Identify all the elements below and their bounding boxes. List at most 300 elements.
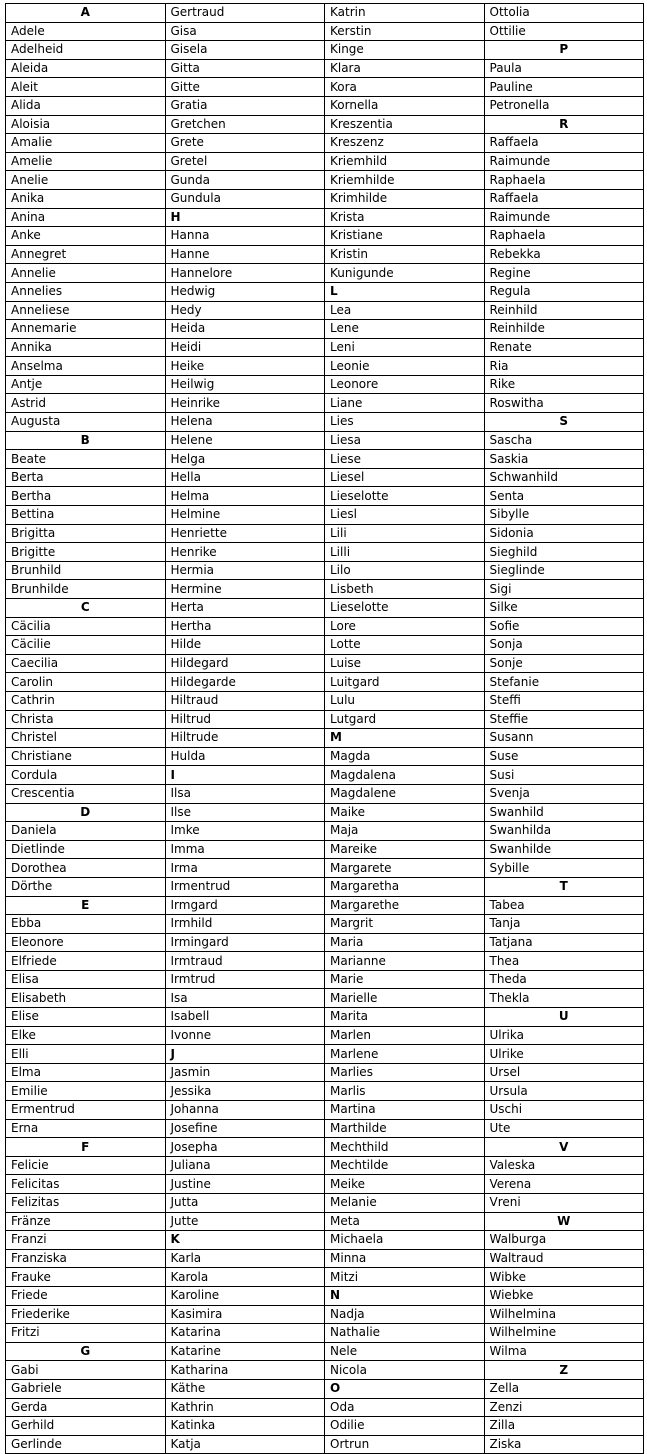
name-cell: Cordula [6,766,166,785]
letter-header: W [484,1212,644,1231]
name-cell: Svenja [484,784,644,803]
table-row [6,1324,644,1343]
name-cell: Franzi [6,1231,166,1250]
name-cell: Elfriede [6,952,166,971]
name-cell: Liesl [325,506,485,525]
name-cell: Marita [325,1008,485,1027]
name-cell: Gundula [165,189,325,208]
name-cell: Roswitha [484,394,644,413]
name-cell: Vreni [484,1194,644,1213]
name-cell: Daniela [6,822,166,841]
name-cell: Ilsa [165,784,325,803]
name-cell: Irma [165,859,325,878]
name-cell: Frauke [6,1268,166,1287]
name-cell: Sidonia [484,524,644,543]
name-cell: Hanna [165,227,325,246]
name-cell: Beate [6,450,166,469]
name-cell: Irmhild [165,915,325,934]
name-cell: Ortrun [325,1435,485,1454]
name-cell: Herta [165,599,325,618]
name-cell: Raimunde [484,152,644,171]
name-cell: Wibke [484,1268,644,1287]
letter-header: D [6,803,166,822]
table-row [6,691,644,710]
table-row [6,1138,644,1157]
name-cell: Regine [484,264,644,283]
name-cell: Raimunde [484,208,644,227]
name-cell: Ilse [165,803,325,822]
name-cell: Valeska [484,1156,644,1175]
table-row [6,134,644,153]
letter-header: O [325,1379,485,1398]
name-cell: Raphaela [484,171,644,190]
name-cell: Meta [325,1212,485,1231]
table-row [6,78,644,97]
name-cell: Suse [484,747,644,766]
table-row [6,1342,644,1361]
name-cell: Liesel [325,468,485,487]
name-cell: Ermentrud [6,1101,166,1120]
name-cell: Kora [325,78,485,97]
name-cell: Rebekka [484,245,644,264]
letter-header: P [484,41,644,60]
table-row [6,1194,644,1213]
name-cell: Elisabeth [6,989,166,1008]
name-cell: Fritzi [6,1324,166,1343]
name-cell: Kornella [325,96,485,115]
table-row [6,840,644,859]
letter-header: G [6,1342,166,1361]
name-cell: Brigitta [6,524,166,543]
name-cell: Silke [484,599,644,618]
name-cell: Lene [325,320,485,339]
name-cell: Alida [6,96,166,115]
name-cell: Brunhild [6,561,166,580]
table-row [6,152,644,171]
table-row [6,245,644,264]
name-cell: Mareike [325,840,485,859]
name-cell: Josefine [165,1119,325,1138]
name-cell: Raphaela [484,227,644,246]
name-cell: Annemarie [6,320,166,339]
name-cell: Amalie [6,134,166,153]
letter-header: L [325,282,485,301]
name-cell: Heilwig [165,375,325,394]
name-cell: Meike [325,1175,485,1194]
name-cell: Carolin [6,673,166,692]
name-cell: Astrid [6,394,166,413]
letter-header: V [484,1138,644,1157]
name-cell: Gratia [165,96,325,115]
name-cell: Irmingard [165,933,325,952]
name-cell: Käthe [165,1379,325,1398]
name-cell: Steffi [484,691,644,710]
names-table [5,3,644,1454]
name-cell: Magda [325,747,485,766]
table-row [6,617,644,636]
name-cell: Hildegarde [165,673,325,692]
name-cell: Lilli [325,543,485,562]
name-cell: Jessika [165,1082,325,1101]
table-row [6,227,644,246]
name-cell: Wilhelmina [484,1305,644,1324]
name-cell: Gitte [165,78,325,97]
name-cell: Raffaela [484,134,644,153]
name-cell: Jutte [165,1212,325,1231]
table-row [6,189,644,208]
table-row [6,394,644,413]
table-row [6,896,644,915]
name-cell: Zilla [484,1417,644,1436]
name-cell: Katharina [165,1361,325,1380]
table-row [6,859,644,878]
table-row [6,282,644,301]
name-cell: Heinrike [165,394,325,413]
letter-header: H [165,208,325,227]
name-cell: Adele [6,22,166,41]
name-cell: Verena [484,1175,644,1194]
table-row [6,1119,644,1138]
name-cell: Jasmin [165,1063,325,1082]
letter-header: Z [484,1361,644,1380]
name-cell: Sascha [484,431,644,450]
name-cell: Marlene [325,1045,485,1064]
name-cell: Aleida [6,59,166,78]
name-cell: Wiebke [484,1286,644,1305]
name-cell: Marlies [325,1063,485,1082]
name-cell: Isabell [165,1008,325,1027]
name-cell: Lisbeth [325,580,485,599]
name-cell: Gabi [6,1361,166,1380]
name-cell: Kriemhilde [325,171,485,190]
name-cell: Cathrin [6,691,166,710]
name-cell: Nicola [325,1361,485,1380]
name-cell: Katinka [165,1417,325,1436]
table-row [6,1101,644,1120]
table-row [6,96,644,115]
name-cell: Regula [484,282,644,301]
name-cell: Steffie [484,710,644,729]
name-cell: Gerhild [6,1417,166,1436]
name-cell: Sieghild [484,543,644,562]
name-cell: Minna [325,1249,485,1268]
table-row [6,1268,644,1287]
name-cell: Krimhilde [325,189,485,208]
name-cell: Kunigunde [325,264,485,283]
name-cell: Erna [6,1119,166,1138]
name-cell: Fränze [6,1212,166,1231]
table-row [6,673,644,692]
table-row [6,1305,644,1324]
name-cell: Lulu [325,691,485,710]
name-cell: Lieselotte [325,487,485,506]
table-row [6,766,644,785]
name-cell: Thea [484,952,644,971]
name-cell: Ursula [484,1082,644,1101]
name-cell: Maja [325,822,485,841]
table-row [6,320,644,339]
letter-header: T [484,877,644,896]
name-cell: Hanne [165,245,325,264]
name-cell: Annelies [6,282,166,301]
table-row [6,952,644,971]
table-row [6,413,644,432]
name-cell: Swanhilde [484,840,644,859]
table-row [6,580,644,599]
name-cell: Raffaela [484,189,644,208]
name-cell: Gretel [165,152,325,171]
name-cell: Lea [325,301,485,320]
name-cell: Ziska [484,1435,644,1454]
name-cell: Dörthe [6,877,166,896]
name-cell: Paula [484,59,644,78]
name-cell: Lili [325,524,485,543]
table-row [6,561,644,580]
name-cell: Sieglinde [484,561,644,580]
name-cell: Annegret [6,245,166,264]
name-cell: Martina [325,1101,485,1120]
name-cell: Ute [484,1119,644,1138]
name-cell: Sonja [484,636,644,655]
name-cell: Berta [6,468,166,487]
name-cell: Marielle [325,989,485,1008]
name-cell: Kristin [325,245,485,264]
table-row [6,1286,644,1305]
name-cell: Irmentrud [165,877,325,896]
name-cell: Katarine [165,1342,325,1361]
name-cell: Sigi [484,580,644,599]
name-cell: Christa [6,710,166,729]
name-cell: Mitzi [325,1268,485,1287]
name-cell: Irmgard [165,896,325,915]
name-cell: Ottolia [484,4,644,23]
name-cell: Petronella [484,96,644,115]
name-cell: Augusta [6,413,166,432]
name-cell: Anina [6,208,166,227]
name-cell: Leonore [325,375,485,394]
letter-header: B [6,431,166,450]
name-cell: Kinge [325,41,485,60]
name-cell: Heida [165,320,325,339]
name-cell: Senta [484,487,644,506]
table-row [6,543,644,562]
name-cell: Renate [484,338,644,357]
letter-header: C [6,599,166,618]
table-row [6,1175,644,1194]
letter-header: U [484,1008,644,1027]
name-cell: Justine [165,1175,325,1194]
name-cell: Irmtrud [165,970,325,989]
name-cell: Heike [165,357,325,376]
name-cell: Margarethe [325,896,485,915]
name-cell: Magdalene [325,784,485,803]
table-row [6,784,644,803]
name-cell: Gerda [6,1398,166,1417]
name-cell: Christiane [6,747,166,766]
name-cell: Brigitte [6,543,166,562]
name-cell: Gisela [165,41,325,60]
name-cell: Uschi [484,1101,644,1120]
name-cell: Jutta [165,1194,325,1213]
name-cell: Katrin [325,4,485,23]
table-row [6,208,644,227]
name-cell: Susi [484,766,644,785]
table-row [6,1082,644,1101]
name-cell: Leonie [325,357,485,376]
name-cell: Lotte [325,636,485,655]
name-cell: Brunhilde [6,580,166,599]
table-row [6,450,644,469]
name-cell: Elisa [6,970,166,989]
letter-header: J [165,1045,325,1064]
name-cell: Wilhelmine [484,1324,644,1343]
name-cell: Tatjana [484,933,644,952]
name-cell: Lilo [325,561,485,580]
name-cell: Franziska [6,1249,166,1268]
name-cell: Mechthild [325,1138,485,1157]
table-row [6,468,644,487]
name-cell: Ivonne [165,1026,325,1045]
table-row [6,1398,644,1417]
letter-header: K [165,1231,325,1250]
name-cell: Isa [165,989,325,1008]
name-cell: Kristiane [325,227,485,246]
name-cell: Henrike [165,543,325,562]
name-cell: Eleonore [6,933,166,952]
names-table-body [6,4,644,1454]
name-cell: Annelie [6,264,166,283]
name-cell: Oda [325,1398,485,1417]
letter-header: F [6,1138,166,1157]
table-row [6,710,644,729]
name-cell: Maria [325,933,485,952]
table-row [6,59,644,78]
name-cell: Reinhild [484,301,644,320]
name-cell: Felicie [6,1156,166,1175]
name-cell: Susann [484,729,644,748]
name-cell: Margaretha [325,877,485,896]
table-row [6,915,644,934]
name-cell: Elke [6,1026,166,1045]
table-row [6,301,644,320]
name-cell: Gretchen [165,115,325,134]
name-cell: Henriette [165,524,325,543]
name-cell: Hilde [165,636,325,655]
name-cell: Hermia [165,561,325,580]
name-cell: Hedy [165,301,325,320]
name-cell: Ebba [6,915,166,934]
table-row [6,1212,644,1231]
table-row [6,1063,644,1082]
table-row [6,654,644,673]
name-cell: Bettina [6,506,166,525]
name-cell: Friede [6,1286,166,1305]
table-row [6,747,644,766]
name-cell: Theda [484,970,644,989]
name-cell: Odilie [325,1417,485,1436]
name-cell: Swanhild [484,803,644,822]
name-cell: Friederike [6,1305,166,1324]
name-cell: Gisa [165,22,325,41]
table-row [6,506,644,525]
name-cell: Kreszenz [325,134,485,153]
name-cell: Marie [325,970,485,989]
name-cell: Hertha [165,617,325,636]
table-row [6,338,644,357]
name-cell: Liesa [325,431,485,450]
name-cell: Amelie [6,152,166,171]
name-cell: Marianne [325,952,485,971]
name-cell: Lutgard [325,710,485,729]
name-cell: Antje [6,375,166,394]
name-cell: Kriemhild [325,152,485,171]
table-row [6,4,644,23]
table-row [6,375,644,394]
name-cell: Sybille [484,859,644,878]
name-cell: Grete [165,134,325,153]
table-row [6,1379,644,1398]
letter-header: A [6,4,166,23]
name-cell: Dietlinde [6,840,166,859]
name-cell: Karla [165,1249,325,1268]
name-cell: Karoline [165,1286,325,1305]
name-cell: Gitta [165,59,325,78]
name-cell: Liese [325,450,485,469]
table-row [6,599,644,618]
name-cell: Anselma [6,357,166,376]
table-row [6,989,644,1008]
name-cell: Swanhilda [484,822,644,841]
name-cell: Nele [325,1342,485,1361]
name-cell: Crescentia [6,784,166,803]
name-cell: Walburga [484,1231,644,1250]
name-cell: Pauline [484,78,644,97]
name-cell: Irmtraud [165,952,325,971]
name-cell: Kasimira [165,1305,325,1324]
name-cell: Michaela [325,1231,485,1250]
table-row [6,22,644,41]
name-cell: Gertraud [165,4,325,23]
table-row [6,1026,644,1045]
name-cell: Christel [6,729,166,748]
name-cell: Margrit [325,915,485,934]
name-cell: Ottilie [484,22,644,41]
name-cell: Heidi [165,338,325,357]
name-cell: Rike [484,375,644,394]
table-row [6,1249,644,1268]
name-cell: Thekla [484,989,644,1008]
table-row [6,803,644,822]
name-cell: Stefanie [484,673,644,692]
name-cell: Anika [6,189,166,208]
name-cell: Caecilia [6,654,166,673]
name-cell: Krista [325,208,485,227]
table-row [6,729,644,748]
letter-header: N [325,1286,485,1305]
name-cell: Sofie [484,617,644,636]
name-cell: Ria [484,357,644,376]
letter-header: M [325,729,485,748]
name-cell: Melanie [325,1194,485,1213]
name-cell: Ursel [484,1063,644,1082]
name-cell: Tanja [484,915,644,934]
table-row [6,1156,644,1175]
name-cell: Annika [6,338,166,357]
name-cell: Hiltrud [165,710,325,729]
name-cell: Hiltrude [165,729,325,748]
name-cell: Luise [325,654,485,673]
name-cell: Maike [325,803,485,822]
